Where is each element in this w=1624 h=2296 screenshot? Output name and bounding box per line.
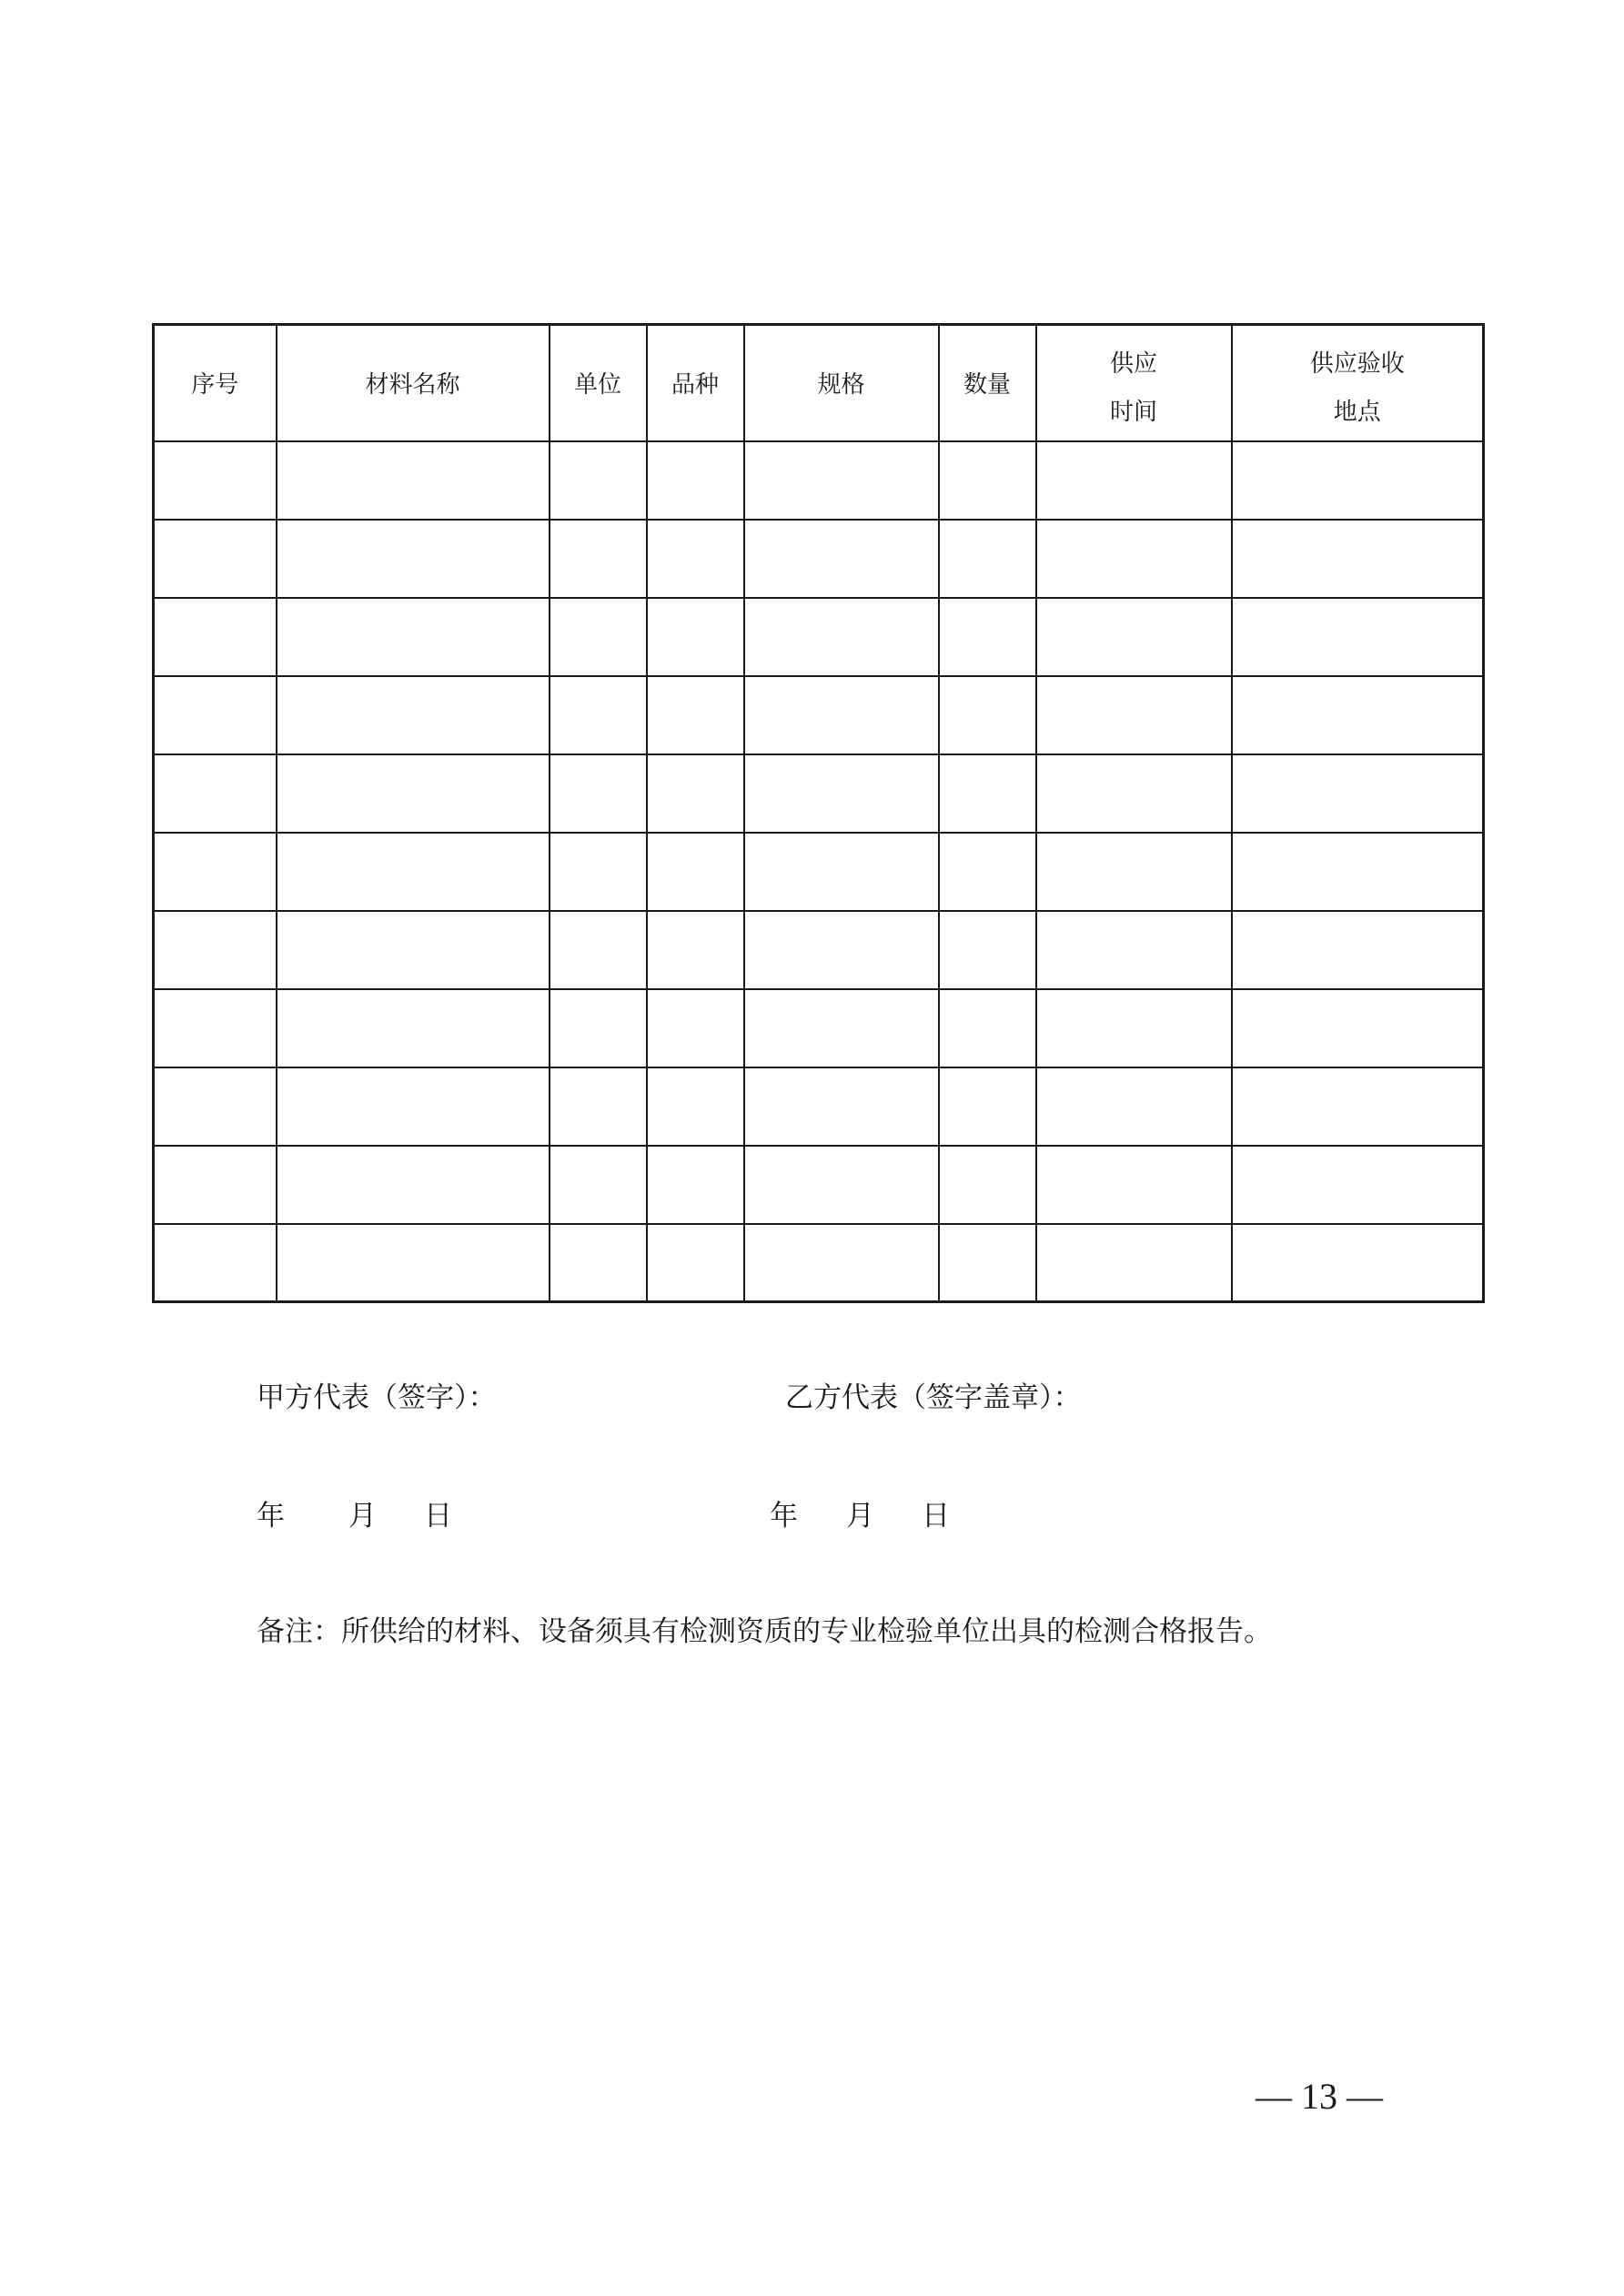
table-cell-supply_time[interactable] (1036, 520, 1232, 598)
remark-note: 备注：所供给的材料、设备须具有检测资质的专业检验单位出具的检测合格报告。 (257, 1615, 1272, 1648)
table-cell-quantity[interactable] (939, 1067, 1036, 1146)
table-cell-variety[interactable] (647, 911, 744, 989)
table-cell-supply_time[interactable] (1036, 1224, 1232, 1302)
party-b-signature-label: 乙方代表（签字盖章）： (785, 1381, 1082, 1414)
table-cell-quantity[interactable] (939, 989, 1036, 1067)
table-cell-variety[interactable] (647, 1146, 744, 1224)
header-specification: 规格 (744, 325, 939, 441)
table-cell-unit[interactable] (550, 1146, 647, 1224)
table-cell-variety[interactable] (647, 676, 744, 754)
table-cell-supply_location[interactable] (1232, 520, 1484, 598)
table-row (154, 598, 1484, 676)
table-cell-index[interactable] (154, 520, 277, 598)
table-cell-index[interactable] (154, 676, 277, 754)
table-cell-supply_time[interactable] (1036, 1067, 1232, 1146)
header-quantity: 数量 (939, 325, 1036, 441)
table-cell-unit[interactable] (550, 1067, 647, 1146)
table-row (154, 833, 1484, 911)
table-cell-specification[interactable] (744, 598, 939, 676)
table-cell-unit[interactable] (550, 754, 647, 833)
table-cell-supply_time[interactable] (1036, 833, 1232, 911)
table-cell-material_name[interactable] (277, 520, 550, 598)
table-cell-material_name[interactable] (277, 676, 550, 754)
table-cell-supply_location[interactable] (1232, 441, 1484, 520)
table-cell-supply_location[interactable] (1232, 1224, 1484, 1302)
table-cell-variety[interactable] (647, 520, 744, 598)
table-cell-specification[interactable] (744, 911, 939, 989)
table-cell-supply_location[interactable] (1232, 754, 1484, 833)
table-cell-supply_time[interactable] (1036, 911, 1232, 989)
table-cell-specification[interactable] (744, 754, 939, 833)
table-cell-variety[interactable] (647, 754, 744, 833)
table-cell-quantity[interactable] (939, 1224, 1036, 1302)
table-cell-specification[interactable] (744, 441, 939, 520)
table-cell-supply_location[interactable] (1232, 598, 1484, 676)
table-cell-variety[interactable] (647, 1224, 744, 1302)
table-cell-unit[interactable] (550, 441, 647, 520)
table-row (154, 1224, 1484, 1302)
party-a-signature-label: 甲方代表（签字）： (257, 1381, 497, 1414)
table-cell-variety[interactable] (647, 989, 744, 1067)
table-cell-unit[interactable] (550, 520, 647, 598)
header-supply-location: 供应验收 地点 (1232, 325, 1484, 441)
table-row (154, 1146, 1484, 1224)
table-cell-unit[interactable] (550, 833, 647, 911)
table-cell-supply_location[interactable] (1232, 989, 1484, 1067)
table-cell-quantity[interactable] (939, 598, 1036, 676)
table-cell-material_name[interactable] (277, 1224, 550, 1302)
table-cell-quantity[interactable] (939, 1146, 1036, 1224)
table-cell-supply_location[interactable] (1232, 833, 1484, 911)
table-cell-index[interactable] (154, 833, 277, 911)
party-a-date-day: 日 (424, 1500, 452, 1532)
header-supply-time: 供应 时间 (1036, 325, 1232, 441)
table-cell-unit[interactable] (550, 1224, 647, 1302)
table-cell-specification[interactable] (744, 1146, 939, 1224)
table-cell-index[interactable] (154, 441, 277, 520)
table-cell-material_name[interactable] (277, 911, 550, 989)
table-cell-variety[interactable] (647, 441, 744, 520)
table-cell-unit[interactable] (550, 989, 647, 1067)
table-cell-quantity[interactable] (939, 676, 1036, 754)
header-variety: 品种 (647, 325, 744, 441)
table-cell-material_name[interactable] (277, 833, 550, 911)
table-body (154, 441, 1484, 1302)
table-cell-material_name[interactable] (277, 1146, 550, 1224)
table-cell-supply_location[interactable] (1232, 1146, 1484, 1224)
table-cell-specification[interactable] (744, 1067, 939, 1146)
table-cell-index[interactable] (154, 1067, 277, 1146)
table-row (154, 676, 1484, 754)
header-unit: 单位 (550, 325, 647, 441)
party-a-date-year: 年 (257, 1500, 285, 1532)
table-cell-supply_time[interactable] (1036, 676, 1232, 754)
page-number: — 13 — (1256, 2076, 1383, 2117)
table-cell-supply_location[interactable] (1232, 1067, 1484, 1146)
table-cell-index[interactable] (154, 754, 277, 833)
table-cell-supply_location[interactable] (1232, 911, 1484, 989)
table-cell-unit[interactable] (550, 911, 647, 989)
table-cell-specification[interactable] (744, 989, 939, 1067)
table-cell-supply_time[interactable] (1036, 989, 1232, 1067)
table-row (154, 989, 1484, 1067)
table-cell-variety[interactable] (647, 598, 744, 676)
table-cell-material_name[interactable] (277, 989, 550, 1067)
table-cell-specification[interactable] (744, 676, 939, 754)
party-b-date-month: 月 (846, 1500, 874, 1532)
table-row (154, 911, 1484, 989)
table-row (154, 441, 1484, 520)
table-cell-material_name[interactable] (277, 754, 550, 833)
table-cell-unit[interactable] (550, 598, 647, 676)
table-cell-quantity[interactable] (939, 441, 1036, 520)
table-cell-quantity[interactable] (939, 833, 1036, 911)
table-header-row (154, 325, 1484, 441)
table-cell-specification[interactable] (744, 1224, 939, 1302)
table-cell-index[interactable] (154, 989, 277, 1067)
table-row (154, 520, 1484, 598)
table-cell-index[interactable] (154, 598, 277, 676)
header-material-name: 材料名称 (277, 325, 550, 441)
table-cell-supply_time[interactable] (1036, 441, 1232, 520)
table-cell-quantity[interactable] (939, 911, 1036, 989)
material-supply-table (152, 323, 1485, 1303)
table-cell-index[interactable] (154, 1224, 277, 1302)
table-cell-material_name[interactable] (277, 441, 550, 520)
party-a-date-month: 月 (348, 1500, 377, 1532)
table-cell-supply_location[interactable] (1232, 676, 1484, 754)
table-cell-index[interactable] (154, 911, 277, 989)
table-cell-material_name[interactable] (277, 598, 550, 676)
table-cell-supply_time[interactable] (1036, 598, 1232, 676)
table-row (154, 754, 1484, 833)
table-cell-unit[interactable] (550, 676, 647, 754)
party-b-date-day: 日 (922, 1500, 950, 1532)
table-cell-specification[interactable] (744, 833, 939, 911)
table-cell-supply_time[interactable] (1036, 1146, 1232, 1224)
table-cell-index[interactable] (154, 1146, 277, 1224)
table-cell-variety[interactable] (647, 833, 744, 911)
table-cell-supply_time[interactable] (1036, 754, 1232, 833)
table-cell-quantity[interactable] (939, 754, 1036, 833)
table-row (154, 1067, 1484, 1146)
table-cell-material_name[interactable] (277, 1067, 550, 1146)
table-cell-specification[interactable] (744, 520, 939, 598)
header-index: 序号 (154, 325, 277, 441)
table-cell-quantity[interactable] (939, 520, 1036, 598)
party-b-date-year: 年 (770, 1500, 798, 1532)
table-cell-variety[interactable] (647, 1067, 744, 1146)
